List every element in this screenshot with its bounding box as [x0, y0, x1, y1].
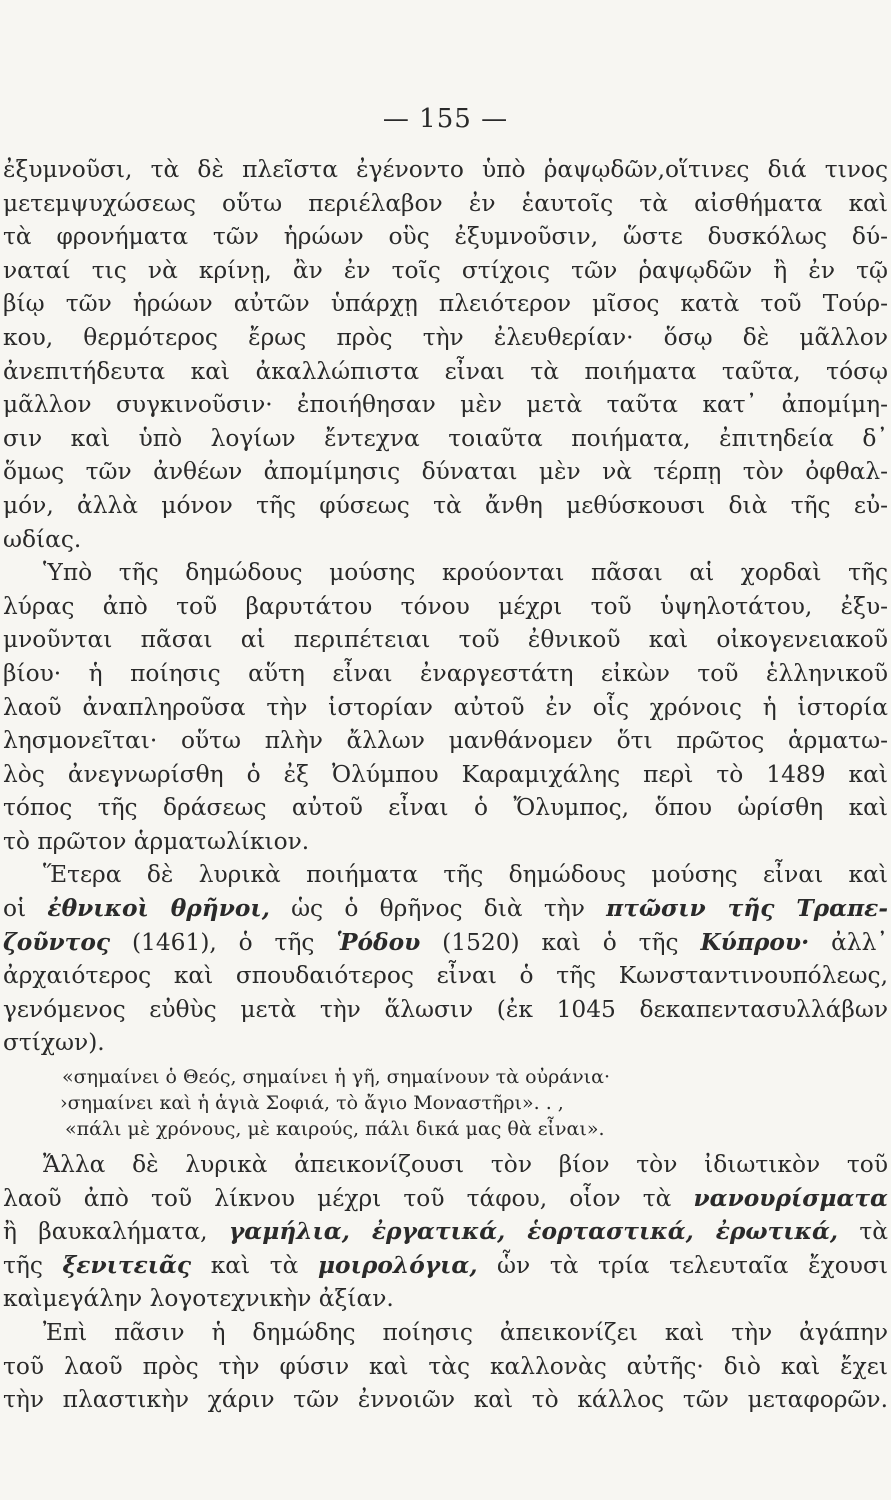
emphasized-term: πτῶσιν τῆς Τραπε-: [606, 895, 888, 923]
text-line: [3, 1182, 888, 1216]
text-line: ἐξυμνοῦσι, τὰ δὲ πλεῖστα ἐγένοντο ὑπὸ ῥαψῳδῶν,οἵτινες διά τινος: [3, 156, 888, 183]
text-line: [3, 1148, 888, 1182]
body-text: [3, 153, 888, 1417]
text-line: ωδίας.: [3, 525, 82, 553]
text-run: ἀλλ᾽: [809, 928, 888, 956]
text-line: Ὑπὸ τῆς δημώδους μούσης κρούονται πᾶσαι αἱ χορδαὶ τῆς: [43, 559, 888, 587]
text-run: τὰ: [838, 1218, 888, 1246]
text-run: (1520) καὶ ὁ τῆς: [420, 928, 701, 956]
text-line: [3, 1282, 888, 1316]
text-line: βίου· ἡ ποίησις αὕτη εἶναι ἐναργεστάτη εἰκὼν τοῦ ἑλληνικοῦ: [3, 659, 888, 687]
poem-line: «πάλι μὲ χρόνους, μὲ καιρούς, πάλι δικά μας θὰ εἶναι».: [65, 1118, 605, 1141]
text-run: γενόμενος εὐθὺς μετὰ τὴν ἅλωσιν (ἐκ 1045 δεκαπεντασυλλάβων: [3, 995, 888, 1023]
text-run: Ἕτερα δὲ λυρικὰ ποιήματα τῆς δημώδους μούσης εἶναι καὶ: [43, 861, 888, 889]
emphasized-term: μοιρολόγια,: [317, 1251, 478, 1279]
text-run: ὧν τὰ τρία τελευταῖα ἔχουσι: [477, 1251, 888, 1279]
emphasized-term: νανουρίσματα: [693, 1184, 888, 1212]
text-line: [3, 1383, 888, 1417]
poem-quote: [3, 1064, 888, 1142]
emphasized-term: Κύπρου·: [700, 928, 810, 956]
emphasized-term: γαμήλια, ἐργατικά, ἑορταστικά, ἐρωτικά,: [228, 1218, 839, 1246]
emphasized-term: Ῥόδου: [336, 928, 421, 956]
page-number: — 155 —: [382, 104, 509, 134]
text-line: ναταί τις νὰ κρίνῃ, ἂν ἐν τοῖς στίχοις τῶν ῥαψῳδῶν ἢ ἐν τῷ: [3, 256, 888, 284]
text-run: τὴν πλαστικὴν χάριν τῶν ἐννοιῶν καὶ τὸ κάλλος τῶν μεταφορῶν.: [3, 1386, 888, 1414]
text-line: τόπος τῆς δράσεως αὐτοῦ εἶναι ὁ Ὄλυμπος, ὅπου ὡρίσθη καὶ: [3, 794, 888, 822]
text-run: Ἄλλα δὲ λυρικὰ ἀπεικονίζουσι τὸν βίον τὸν ἰδιωτικὸν τοῦ: [43, 1151, 888, 1179]
text-run: καὶ τὰ: [191, 1251, 318, 1279]
text-line: ἀνεπιτήδευτα καὶ ἀκαλλώπιστα εἶναι τὰ ποιήματα ταῦτα, τόσῳ: [3, 357, 888, 385]
text-run: οἱ: [3, 895, 48, 923]
text-line: [3, 1026, 888, 1060]
text-line: λησμονεῖται· οὕτω πλὴν ἄλλων μανθάνομεν ὅτι πρῶτος ἁρματω-: [3, 727, 888, 755]
text-run: ἢ βαυκαλήματα,: [3, 1218, 229, 1246]
text-line: [3, 959, 888, 993]
text-run: τοῦ λαοῦ πρὸς τὴν φύσιν καὶ τὰς καλλονὰς αὐτῆς· διὸ καὶ ἔχει: [3, 1352, 888, 1380]
text-line: [3, 1249, 888, 1283]
emphasized-term: ζοῦντος: [3, 928, 111, 956]
text-line: μετεμψυχώσεως οὕτω περιέλαβον ἐν ἑαυτοῖς τὰ αἰσθήματα καὶ: [3, 189, 888, 217]
text-line: τὸ πρῶτον ἁρματωλίκιον.: [3, 827, 310, 855]
text-line: λύρας ἀπὸ τοῦ βαρυτάτου τόνου μέχρι τοῦ ὑψηλοτάτου, ἐξυ-: [3, 592, 888, 620]
text-run: ἀρχαιότερος καὶ σπουδαιότερος εἶναι ὁ τῆς Κωνσταντινουπόλεως,: [3, 962, 888, 990]
text-line: [3, 1215, 888, 1249]
text-line: κου, θερμότερος ἔρως πρὸς τὴν ἐλευθερίαν· ὅσῳ δὲ μᾶλλον: [3, 323, 888, 351]
text-line: [3, 858, 888, 892]
emphasized-term: ξενιτειᾶς: [62, 1251, 192, 1279]
emphasized-term: ἐθνικοὶ θρῆνοι,: [47, 895, 270, 923]
text-run: ὡς ὁ θρῆνος διὰ τὴν: [269, 895, 607, 923]
text-line: [3, 1350, 888, 1384]
text-line: ὅμως τῶν ἀνθέων ἀπομίμησις δύναται μὲν νὰ τέρπῃ τὸν ὀφθαλ-: [3, 458, 888, 486]
poem-line: «σημαίνει ὁ Θεός, σημαίνει ἡ γῆ, σημαίνουν τὰ οὐράνια·: [62, 1066, 611, 1089]
text-run: τῆς: [3, 1251, 63, 1279]
text-line: βίῳ τῶν ἡρώων αὐτῶν ὑπάρχῃ πλειότερον μῖσος κατὰ τοῦ Τούρ-: [3, 290, 888, 318]
text-line: σιν καὶ ὑπὸ λογίων ἔντεχνα τοιαῦτα ποιήματα, ἐπιτηδεία δ᾽: [3, 424, 888, 452]
text-run: Ἐπὶ πᾶσιν ἡ δημώδης ποίησις ἀπεικονίζει καὶ τὴν ἀγάπην: [43, 1319, 888, 1346]
text-line: [3, 892, 888, 926]
text-run: στίχων).: [3, 1029, 105, 1057]
poem-line: ›σημαίνει καὶ ἡ ἁγιὰ Σοφιά, τὸ ἄγιο Μοναστῆρι». . ,: [60, 1092, 564, 1115]
text-line: μᾶλλον συγκινοῦσιν· ἐποιήθησαν μὲν μετὰ ταῦτα κατ᾽ ἀπομίμη-: [3, 391, 888, 419]
text-line: [3, 1316, 888, 1350]
text-line: λὸς ἀνεγνωρίσθη ὁ ἐξ Ὀλύμπου Καραμιχάλης περὶ τὸ 1489 καὶ: [3, 760, 888, 788]
text-run: λαοῦ ἀπὸ τοῦ λίκνου μέχρι τοῦ τάφου, οἷον τὰ: [3, 1184, 694, 1212]
text-line: μνοῦνται πᾶσαι αἱ περιπέτειαι τοῦ ἐθνικοῦ καὶ οἰκογενειακοῦ: [3, 626, 888, 654]
text-run: (1461), ὁ τῆς: [110, 928, 337, 956]
text-line: [3, 926, 888, 960]
text-run: καὶμεγάλην λογοτεχνικὴν ἀξίαν.: [3, 1285, 394, 1313]
text-line: λαοῦ ἀναπληροῦσα τὴν ἱστορίαν αὐτοῦ ἐν οἷς χρόνοις ἡ ἱστορία: [3, 693, 888, 721]
text-line: τὰ φρονήματα τῶν ἡρώων οὓς ἐξυμνοῦσιν, ὥστε δυσκόλως δύ-: [3, 223, 888, 251]
text-line: μόν, ἀλλὰ μόνον τῆς φύσεως τὰ ἄνθη μεθύσκουσι διὰ τῆς εὐ-: [3, 491, 888, 519]
text-line: [3, 993, 888, 1027]
